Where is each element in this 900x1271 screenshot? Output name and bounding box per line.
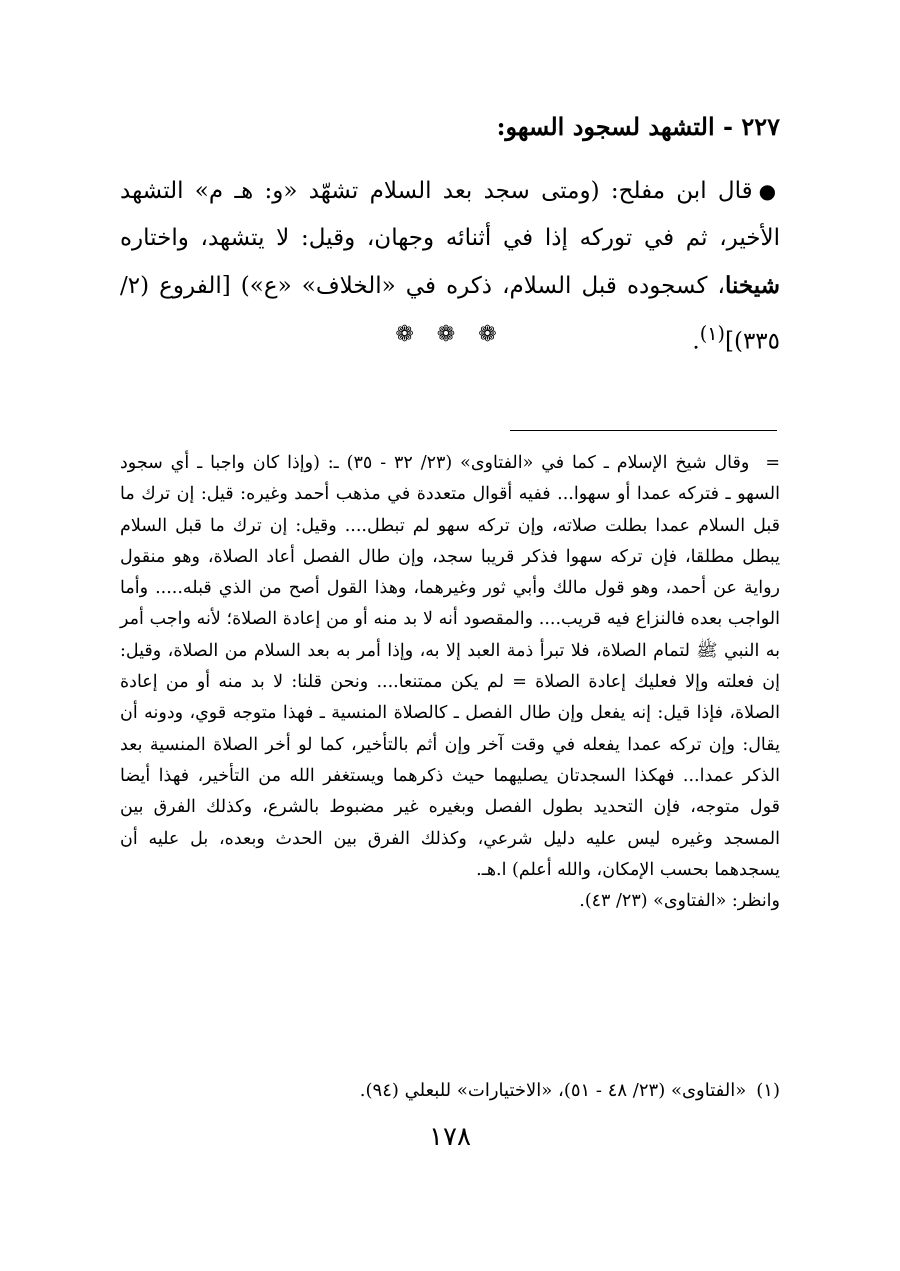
footnote-1-number: (١) xyxy=(756,1080,780,1101)
footnote-separator xyxy=(510,430,777,431)
footnote-text: وقال شيخ الإسلام ـ كما في «الفتاوى» (٢٣/ ٣٢ - ٣٥) ـ: (وإذا كان واجبا ـ أي سجود السهو ـ فتركه عمدا أو سهوا... ففيه أقوال متعددة في مذهب أحمد وغيره: قيل: إن ترك ما قبل السلام عمدا بطلت صلاته، وإن تركه سهو لم تبطل.... وقيل: إن ترك ما قبل السلام يبطل مطلقا، فإن تركه سهوا فذكر قريبا سجد، وإن طال الفصل أعاد الصلاة، وهو منقول رواية عن أحمد، وهو قول مالك وأبي ثور وغيرهما، وهذا القول أصح من الذي قبله..... وأما الواجب بعده فالنزاع فيه قريب.... والمقصود أنه لا بد منه أو من إعادة الصلاة؛ لأنه واجب أمر به النبي ﷺ لتمام الصلاة، فلا تبرأ ذمة العبد إلا به، وإذا أمر به بعد السلام من الصلاة، وقيل: إن فعلته وإلا فعليك إعادة الصلاة = لم يكن ممتنعا.... ونحن قلنا: لا بد منه أو من إعادة الصلاة، فإذا قيل: إنه يفعل وإن طال الفصل ـ كالصلاة المنسية ـ فهذا متوجه قوي، ودونه أن يقال: وإن تركه عمدا يفعله في وقت آخر وإن أثم بالتأخير، كما لو أخر الصلاة المنسية بعد الذكر عمدا... فهكذا السجدتان يصليهما حيث ذكرهما ويستغفر الله من التأخير، فهذا أيضا قول متوجه، فإن التحديد بطول الفصل وبغيره غير مضبوط بالشرع، وكذلك الفرق بين المسجد وغيره ليس عليه دليل شرعي، وكذلك الفرق بين الحدث وبعده، بل عليه أن يسجدهما بحسب الإمكان، والله أعلم) ا.هـ. xyxy=(120,453,780,880)
continuation-mark: = xyxy=(765,453,780,473)
main-text-end: . xyxy=(692,328,700,355)
main-text-part1: قال ابن مفلح: (ومتى سجد بعد السلام تشهّد «و: هـ م» التشهد الأخير، ثم في توركه إذا في أثنائه وجهان، وقيل: لا يتشهد، واختاره xyxy=(120,178,780,251)
page-number: ١٧٨ xyxy=(429,1122,471,1152)
footnote-1 xyxy=(120,1080,780,1101)
section-heading: ٢٢٧ - التشهد لسجود السهو: xyxy=(496,112,780,141)
footnote-see-also: وانظر: «الفتاوى» (٢٣/ ٤٣). xyxy=(579,891,780,912)
bullet-icon: ● xyxy=(758,179,781,203)
main-text-shaykh: شيخنا xyxy=(724,272,780,299)
footnote-reference: (١) xyxy=(699,322,725,345)
ornament-divider: ❁ ❁ ❁ xyxy=(395,322,505,347)
main-text-part2: ، كسجوده قبل السلام، ذكره في «الخلاف» «ع») [الفروع (٢/ ٣٣٥)] xyxy=(120,273,780,355)
footnote-1-text: «الفتاوى» (٢٣/ ٤٨ - ٥١)، «الاختيارات» للبعلي (٩٤). xyxy=(359,1080,747,1101)
footnote-continuation xyxy=(120,448,780,917)
